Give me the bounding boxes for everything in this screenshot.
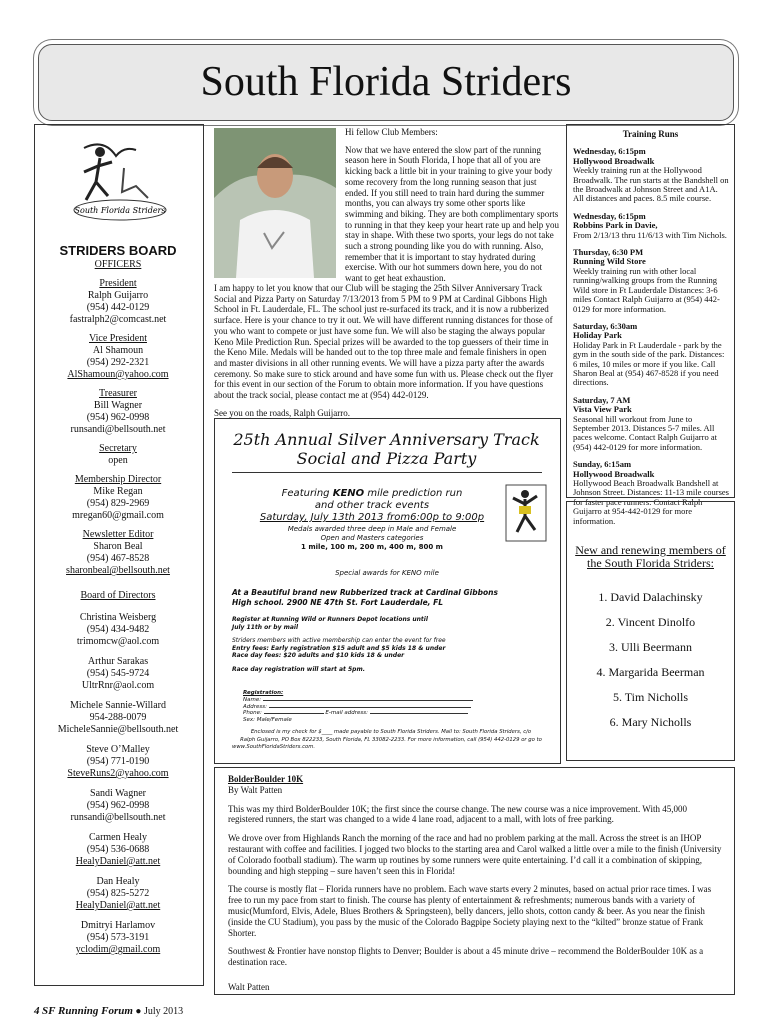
flyer-race-fees: Race day fees: $20 adults and $10 kids 18 & under (232, 652, 405, 660)
officer-detail: (954) 292-2321 (86, 357, 150, 368)
flyer-medals-line: Medals awarded three deep in Male and Female (287, 525, 457, 533)
director-entry (34, 744, 202, 780)
form-address-row[interactable] (243, 704, 543, 711)
form-name-label: Name: (243, 696, 262, 703)
president-photo (214, 128, 336, 278)
article-paragraph-1: This was my third BolderBoulder 10K; the first since the course change. The new course was a nice improvement. With 45,000 registered runners, the start was changed to a wide 4 lane road, adjacent to a mall, with lots of free parking. (228, 803, 687, 825)
director-detail: (954) 825-5272 (86, 888, 150, 899)
flyer-venue (232, 588, 550, 608)
director-detail: Christina Weisberg (79, 612, 157, 623)
training-run (573, 396, 730, 452)
new-members-box (566, 501, 735, 761)
member-name: 1. David Dalachinsky (598, 590, 703, 604)
article-title: BolderBoulder 10K (228, 774, 304, 784)
director-detail: (954) 545-9724 (86, 668, 150, 679)
logo-text: South Florida Striders (74, 206, 166, 215)
run-location: Holiday Park (573, 330, 622, 341)
letter-paragraph-1: Now that we have entered the slow part of the running season here in South Florida, I hope that all of you are kicking back a little bit in your training to give your body some recovery from the long running season that just ended. If you still need to train hard during the summer months, you can always try some other sports like swimming and biking. They are both complimentary sports to running in that they keep your heart rate up and help you stay in shape. With these two sports, your legs do not take such a strong pounding like you do with running. Also, remember that it is important to stay hydrated during exercise. With our hot summers down here, you do not want to get heat exhaustion. (345, 144, 559, 284)
flyer-keno-awards: Special awards for KENO mile (335, 569, 439, 577)
members-heading (567, 544, 734, 570)
director-detail: Michele Sannie-Willard (70, 700, 166, 711)
director-detail: (954) 434-9482 (86, 624, 150, 635)
officer-detail: open (108, 455, 128, 466)
training-run (573, 147, 730, 203)
officer-entry (34, 590, 202, 602)
director-entry (34, 832, 202, 868)
members-heading-text: New and renewing members of the South Florida Striders: (575, 543, 726, 570)
run-description: Weekly training run with other local running/walking groups from the Running Wild store in Ft Lauderdale Distances: 3-6 miles Contact Ralph Guijarro at (954) 442-0129 for more information. (573, 265, 720, 314)
director-detail: (954) 536-0688 (86, 844, 150, 855)
flyer-title-line-1: 25th Annual Silver Anniversary Track (233, 430, 540, 449)
officer-detail: (954) 467-8528 (86, 553, 150, 564)
director-detail: Dmitryi Harlamov (80, 920, 156, 931)
featuring-post: mile prediction run (364, 488, 463, 499)
flyer-title (214, 430, 559, 468)
flyer-distances: 1 mile, 100 m, 200 m, 400 m, 800 m (301, 543, 443, 551)
masthead-banner (38, 44, 734, 121)
officer-entry (34, 388, 202, 436)
president-letter-body (214, 283, 559, 425)
flyer-title-line-2: Social and Pizza Party (296, 449, 477, 468)
featuring-keno: KENO (332, 488, 365, 499)
flyer-other-events: and other track events (314, 500, 430, 511)
members-list (567, 590, 734, 730)
page-number: 4 (34, 1005, 40, 1017)
flyer-registration-info (232, 616, 550, 674)
director-email[interactable]: HealyDaniel@att.net (75, 856, 161, 867)
flyer-check-2: Ralph Guijarro, PO Box 822233, South Florida, FL 33082-2233. For more information, call (954) 442-0129 or go to (240, 736, 542, 743)
run-time: Wednesday, 6:15pm (573, 210, 646, 221)
director-detail: Arthur Sarakas (87, 656, 149, 667)
officer-role: President (99, 278, 137, 289)
run-location: Robbins Park in Davie, (573, 220, 658, 231)
officer-detail: Mike Regan (93, 486, 143, 497)
form-label: Registration: (243, 690, 284, 696)
run-description: Holiday Park in Ft Lauderdale - park by the gym in the south side of the park. Distances: 6 miles, 10 miles or more if you like. Call Sharon Beal at (954) 467-8528 if you need directions. (573, 339, 725, 388)
director-email[interactable]: HealyDaniel@att.net (75, 900, 161, 911)
form-address-line[interactable] (269, 707, 471, 708)
training-run (573, 248, 730, 314)
flyer-categories: Open and Masters categories (320, 534, 424, 542)
article-signature: Walt Patten (228, 981, 270, 992)
letter-paragraph-2: I am happy to let you know that our Club will be staging the 25th Silver Anniversary Track Social and Pizza Party on Saturday 7/13/2013 from 5 PM to 9 PM at Cardinal Gibbons High School in Ft. Lauderdale, FL. The school just re-surfaced its track, and it is now a rubberized surface. Here is your chance to try it out. We will have different running distances for those of you who want to compete or just have some fun. We will also be staging the always popular Keno Mile Prediction Run. Special prizes will be awarded to the top guessers of their time in the Keno Mile. Medals will be handed out to the top three male and female finishers in open and master divisions in all other running events. We will have a pizza party after the awards ceremony. So make sure to stick around and have some fun with us. Please check out the flyer for this event in our section of the Forum to obtain more information. If you have questions about the track social, please contact me at (954) 442-0129. (214, 283, 554, 401)
member-name: 2. Vincent Dinolfo (605, 615, 696, 629)
member-name: 4. Margarida Beerman (596, 665, 705, 679)
letter-signature: See you on the roads, Ralph Guijarro. (214, 407, 350, 418)
run-location: Hollywood Broadwalk (573, 468, 655, 479)
officer-role: Secretary (99, 443, 137, 454)
letter-greeting: Hi fellow Club Members: (345, 127, 438, 137)
member-name: 6. Mary Nicholls (609, 715, 692, 729)
director-entry (34, 656, 202, 692)
director-entry (34, 920, 202, 956)
form-address-label: Address: (243, 703, 267, 710)
run-time: Thursday, 6:30 PM (573, 247, 644, 258)
publication-name: SF Running Forum (42, 1005, 133, 1017)
officer-role: Membership Director (74, 474, 162, 485)
board-list (34, 259, 202, 956)
officer-detail: Al Shamoun (92, 345, 144, 356)
officer-email[interactable]: AlShamoun@yahoo.com (67, 369, 169, 380)
officer-detail: Ralph Guijarro (87, 290, 149, 301)
director-entry (34, 876, 202, 912)
training-run (573, 212, 730, 240)
article-paragraph-2: We drove over from Highlands Ranch the morning of the race and had no problem parking at the mall. Across the street is an IHOP restaurant with coffee and facilities. I jogged two blocks to the starting area and Carol walked a little over a mile to the finish (University of Colorado football stadium). The warm up routines by some runners were quite entertaining. I’d call it a combination of skipping, bounding and high stepping – sure haven’t seen this in Florida! (228, 833, 722, 876)
run-time: Wednesday, 6:15pm (573, 146, 646, 157)
club-logo (64, 138, 168, 228)
run-description: Seasonal hill workout from June to September 2013. Distances 5-7 miles. All paces welcome. Contact Ralph Guijarro at (954) 442-0129 for more information. (573, 413, 717, 452)
featuring-pre: Featuring (281, 488, 333, 499)
bolderboulder-article (214, 767, 735, 995)
article-paragraph-3: The course is mostly flat – Florida runners have no problem. Each wave starts every 2 minutes, based on actual prior race times. I was free to run my pace from start to finish. The course has plenty of entertainment & refreshments; numerous bands with a variety of music(Mumford, Elvis, Adele, Blues Brothers & Springsteen), belly dancers, jello shots, cotton candy & beer. As you near the finish (inside the CU Stadium), you pass by the music of the Colorado Bagpipe Society playing next to the “kilted” bronze statue of Frank Shorter. (228, 884, 712, 938)
article-byline: By Walt Patten (228, 784, 283, 795)
officer-detail: (954) 962-0998 (86, 412, 150, 423)
flyer-date: Saturday, July 13th 2013 from6:00p to 9:00p (259, 512, 485, 523)
form-email-line[interactable] (370, 713, 468, 714)
article-paragraph-4: Southwest & Frontier have nonstop flights to Denver; Boulder is about a 45 minute drive – recommend the BolderBoulder 10K as a destination race. (228, 946, 704, 968)
flyer-venue-line-1: At a Beautiful brand new Rubberized track at Cardinal Gibbons (232, 588, 498, 597)
director-entry (34, 700, 202, 736)
run-description: From 2/13/13 thru 11/6/13 with Tim Nichols. (573, 229, 727, 240)
flyer-register-1: Register at Running Wild or Runners Depot locations until (232, 616, 428, 623)
run-time: Sunday, 6:15am (573, 459, 632, 470)
officer-email[interactable]: mregan60@gmail.com (72, 510, 164, 521)
officers-label: OFFICERS (94, 259, 142, 270)
officer-entry (34, 278, 202, 326)
flyer-check-3: www.SouthFloridaStriders.com. (232, 744, 316, 751)
officer-entry (34, 443, 202, 467)
director-email[interactable]: yclodim@gmail.com (75, 944, 161, 955)
run-description: Weekly training run at the Hollywood Broadwalk. The run starts at the Bandshell on the Broadwalk at Johnson Street and A1A. All distances and paces. 8.5 mile course. (573, 165, 729, 204)
run-location: Running Wild Store (573, 256, 646, 267)
form-sex-label: Sex: Male/Female (243, 717, 292, 724)
flyer-mail-note (232, 729, 550, 752)
form-name-row[interactable] (243, 697, 543, 704)
board-title: STRIDERS BOARD (59, 243, 177, 258)
director-email[interactable]: runsandi@bellsouth.net (70, 812, 166, 823)
page-footer (34, 1005, 183, 1017)
director-detail: 954-288-0079 (89, 712, 147, 723)
member-name: 3. Ulli Beermann (609, 640, 692, 654)
flyer-venue-line-2: High school. 2900 NE 47th St. Fort Lauderdale, FL (232, 598, 444, 607)
director-entry (34, 612, 202, 648)
officer-entry (34, 474, 202, 522)
flyer-medals (232, 525, 512, 552)
flyer-divider (232, 472, 542, 473)
footer-bullet: ● (135, 1006, 142, 1017)
flyer-start-time: Race day registration will start at 5pm. (232, 665, 365, 673)
form-phone-row[interactable] (243, 710, 543, 717)
director-detail: (954) 771-0190 (86, 756, 150, 767)
masthead-title: South Florida Striders (200, 59, 572, 105)
officer-email[interactable]: runsandi@bellsouth.net (70, 424, 166, 435)
flyer-featuring (232, 488, 512, 524)
director-entry (34, 788, 202, 824)
director-email[interactable]: UltrRnr@aol.com (81, 680, 155, 691)
officer-detail: (954) 829-2969 (86, 498, 150, 509)
director-email[interactable]: trimomcw@aol.com (76, 636, 160, 647)
training-run (573, 322, 730, 388)
training-runs-box (566, 124, 735, 526)
officer-entry (34, 333, 202, 381)
flyer-check-1: Enclosed is my check for $____ made payable to South Florida Striders. Mail to: South Florida Striders, c/o (250, 729, 532, 735)
officer-role: Vice President (89, 333, 147, 344)
officer-detail: (954) 442-0129 (86, 302, 150, 313)
officer-entry (34, 529, 202, 577)
footer-date: July 2013 (143, 1006, 184, 1017)
director-detail: Steve O’Malley (86, 744, 150, 755)
run-time: Saturday, 6:30am (573, 320, 638, 331)
officer-role: Treasurer (99, 388, 137, 399)
officer-email[interactable]: sharonbeal@bellsouth.net (66, 565, 170, 576)
president-letter-top (345, 127, 559, 291)
director-detail: (954) 962-0998 (86, 800, 150, 811)
director-detail: (954) 573-3191 (86, 932, 150, 943)
officer-role: Newsletter Editor (82, 529, 154, 540)
flyer-register-2: July 11th or by mail (232, 623, 299, 631)
member-name: 5. Tim Nicholls (612, 690, 689, 704)
officer-role: Board of Directors (80, 590, 156, 601)
run-location: Hollywood Broadwalk (573, 155, 655, 166)
form-email-label: E-mail address: (325, 710, 368, 717)
form-name-line[interactable] (263, 700, 473, 701)
training-heading: Training Runs (622, 129, 679, 139)
director-detail: Dan Healy (96, 876, 140, 887)
officer-detail: Sharon Beal (93, 541, 143, 552)
flyer-form (243, 690, 543, 724)
flyer-entry-fees: Entry fees: Early registration $15 adult and $5 kids 18 & under (232, 644, 446, 652)
director-email[interactable]: SteveRuns2@yahoo.com (67, 768, 169, 779)
form-phone-label: Phone: (243, 710, 262, 717)
form-phone-line[interactable] (264, 713, 324, 714)
flyer-members-note: Striders members with active membership can enter the event for free (232, 637, 446, 645)
director-detail: Carmen Healy (88, 832, 148, 843)
run-description: Hollywood Beach Broadwalk Bandshell at Johnson Street. Distances: 11-13 mile courses for faster pace runners. Contact Ralph Guijarro at 954-442-0129 for more information. (573, 478, 729, 526)
director-email[interactable]: MicheleSannie@bellsouth.net (57, 724, 179, 735)
director-detail: Sandi Wagner (90, 788, 146, 799)
run-location: Vista View Park (573, 404, 632, 415)
officer-email[interactable]: fastralph2@comcast.net (69, 314, 167, 325)
officer-detail: Bill Wagner (93, 400, 143, 411)
run-time: Saturday, 7 AM (573, 394, 631, 405)
